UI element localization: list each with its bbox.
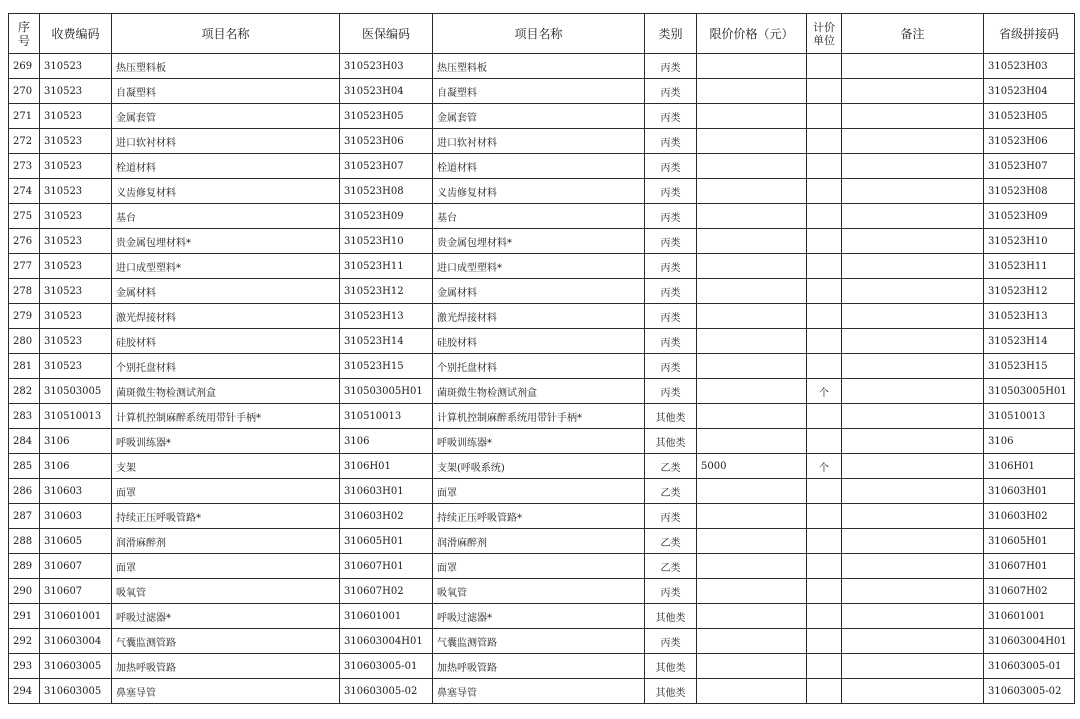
insurance-code-cell: 310607H02	[340, 579, 433, 604]
seq-cell: 273	[9, 154, 40, 179]
table-row	[9, 479, 1075, 504]
table-row	[9, 54, 1075, 79]
price-limit-cell	[697, 54, 807, 79]
table-row	[9, 279, 1075, 304]
item-name-cell: 金属材料	[112, 279, 340, 304]
unit-cell	[807, 504, 842, 529]
remarks-cell	[842, 354, 984, 379]
table-row	[9, 304, 1075, 329]
fee-code-cell: 310603004	[40, 629, 112, 654]
unit-cell	[807, 229, 842, 254]
price-limit-cell	[697, 629, 807, 654]
unit-cell	[807, 554, 842, 579]
fee-code-cell: 3106	[40, 454, 112, 479]
provincial-code-cell: 310523H11	[984, 254, 1075, 279]
provincial-code-cell: 310523H08	[984, 179, 1075, 204]
insurance-item-name-cell: 加热呼吸管路	[433, 654, 645, 679]
category-cell: 其他类	[645, 429, 697, 454]
remarks-cell	[842, 154, 984, 179]
insurance-code-cell: 310523H03	[340, 54, 433, 79]
unit-cell	[807, 429, 842, 454]
item-name-cell: 菌斑微生物检测试剂盒	[112, 379, 340, 404]
price-limit-cell	[697, 379, 807, 404]
fee-code-cell: 310523	[40, 204, 112, 229]
insurance-code-cell: 310523H07	[340, 154, 433, 179]
insurance-item-name-cell: 贵金属包埋材料*	[433, 229, 645, 254]
insurance-item-name-cell: 支架(呼吸系统)	[433, 454, 645, 479]
unit-cell	[807, 254, 842, 279]
seq-cell: 269	[9, 54, 40, 79]
remarks-cell	[842, 554, 984, 579]
seq-cell: 282	[9, 379, 40, 404]
unit-cell	[807, 679, 842, 704]
insurance-item-name-cell: 金属套管	[433, 104, 645, 129]
header-insurance-code: 医保编码	[340, 14, 433, 54]
price-limit-cell	[697, 129, 807, 154]
seq-cell: 285	[9, 454, 40, 479]
fee-code-cell: 310523	[40, 104, 112, 129]
remarks-cell	[842, 179, 984, 204]
price-limit-cell	[697, 304, 807, 329]
insurance-code-cell: 310603H01	[340, 479, 433, 504]
seq-cell: 286	[9, 479, 40, 504]
insurance-item-name-cell: 润滑麻醉剂	[433, 529, 645, 554]
seq-cell: 293	[9, 654, 40, 679]
category-cell: 乙类	[645, 479, 697, 504]
provincial-code-cell: 310523H06	[984, 129, 1075, 154]
remarks-cell	[842, 79, 984, 104]
price-limit-cell	[697, 354, 807, 379]
category-cell: 丙类	[645, 504, 697, 529]
provincial-code-cell: 310503005H01	[984, 379, 1075, 404]
insurance-item-name-cell: 进口软衬材料	[433, 129, 645, 154]
table-header-row	[9, 14, 1075, 54]
price-limit-cell	[697, 579, 807, 604]
unit-cell	[807, 654, 842, 679]
unit-cell: 个	[807, 379, 842, 404]
provincial-code-cell: 3106	[984, 429, 1075, 454]
item-name-cell: 硅胶材料	[112, 329, 340, 354]
item-name-cell: 呼吸训练器*	[112, 429, 340, 454]
item-name-cell: 金属套管	[112, 104, 340, 129]
fee-code-cell: 3106	[40, 429, 112, 454]
insurance-code-cell: 310603H02	[340, 504, 433, 529]
seq-cell: 288	[9, 529, 40, 554]
remarks-cell	[842, 579, 984, 604]
remarks-cell	[842, 454, 984, 479]
insurance-item-name-cell: 持续正压呼吸管路*	[433, 504, 645, 529]
insurance-item-name-cell: 吸氧管	[433, 579, 645, 604]
header-seq: 序号	[9, 14, 40, 54]
item-name-cell: 计算机控制麻醉系统用带针手柄*	[112, 404, 340, 429]
provincial-code-cell: 310523H14	[984, 329, 1075, 354]
header-remarks: 备注	[842, 14, 984, 54]
remarks-cell	[842, 529, 984, 554]
price-limit-cell	[697, 554, 807, 579]
fee-code-cell: 310523	[40, 329, 112, 354]
category-cell: 丙类	[645, 279, 697, 304]
insurance-code-cell: 310523H12	[340, 279, 433, 304]
insurance-item-name-cell: 自凝塑料	[433, 79, 645, 104]
provincial-code-cell: 310523H07	[984, 154, 1075, 179]
insurance-item-name-cell: 鼻塞导管	[433, 679, 645, 704]
unit-cell	[807, 479, 842, 504]
fee-code-cell: 310523	[40, 129, 112, 154]
insurance-item-name-cell: 激光焊接材料	[433, 304, 645, 329]
category-cell: 其他类	[645, 404, 697, 429]
fee-code-cell: 310510013	[40, 404, 112, 429]
unit-cell	[807, 79, 842, 104]
remarks-cell	[842, 329, 984, 354]
price-limit-cell	[697, 329, 807, 354]
header-unit: 计价单位	[807, 14, 842, 54]
table-row	[9, 579, 1075, 604]
fee-code-cell: 310523	[40, 54, 112, 79]
insurance-item-name-cell: 热压塑料板	[433, 54, 645, 79]
seq-cell: 279	[9, 304, 40, 329]
insurance-item-name-cell: 基台	[433, 204, 645, 229]
seq-cell: 291	[9, 604, 40, 629]
item-name-cell: 栓道材料	[112, 154, 340, 179]
price-limit-cell	[697, 604, 807, 629]
item-name-cell: 润滑麻醉剂	[112, 529, 340, 554]
fee-item-table	[8, 13, 1075, 704]
remarks-cell	[842, 129, 984, 154]
item-name-cell: 基台	[112, 204, 340, 229]
insurance-code-cell: 310523H05	[340, 104, 433, 129]
remarks-cell	[842, 629, 984, 654]
seq-cell: 283	[9, 404, 40, 429]
insurance-code-cell: 310607H01	[340, 554, 433, 579]
seq-cell: 290	[9, 579, 40, 604]
remarks-cell	[842, 429, 984, 454]
insurance-code-cell: 310523H11	[340, 254, 433, 279]
insurance-item-name-cell: 面罩	[433, 554, 645, 579]
item-name-cell: 贵金属包埋材料*	[112, 229, 340, 254]
insurance-item-name-cell: 呼吸训练器*	[433, 429, 645, 454]
table-row	[9, 79, 1075, 104]
seq-cell: 276	[9, 229, 40, 254]
price-limit-cell	[697, 279, 807, 304]
remarks-cell	[842, 404, 984, 429]
insurance-item-name-cell: 呼吸过滤器*	[433, 604, 645, 629]
item-name-cell: 自凝塑料	[112, 79, 340, 104]
category-cell: 乙类	[645, 529, 697, 554]
table-row	[9, 654, 1075, 679]
table-row	[9, 604, 1075, 629]
category-cell: 其他类	[645, 604, 697, 629]
table-row	[9, 629, 1075, 654]
category-cell: 丙类	[645, 579, 697, 604]
insurance-item-name-cell: 个别托盘材料	[433, 354, 645, 379]
table-row	[9, 154, 1075, 179]
table-row	[9, 204, 1075, 229]
insurance-item-name-cell: 进口成型塑料*	[433, 254, 645, 279]
provincial-code-cell: 310523H09	[984, 204, 1075, 229]
unit-cell	[807, 304, 842, 329]
insurance-code-cell: 3106H01	[340, 454, 433, 479]
price-limit-cell	[697, 479, 807, 504]
category-cell: 丙类	[645, 204, 697, 229]
price-limit-cell	[697, 404, 807, 429]
fee-code-cell: 310601001	[40, 604, 112, 629]
insurance-code-cell: 310523H06	[340, 129, 433, 154]
fee-code-cell: 310607	[40, 554, 112, 579]
remarks-cell	[842, 379, 984, 404]
insurance-code-cell: 310605H01	[340, 529, 433, 554]
fee-code-cell: 310523	[40, 179, 112, 204]
header-insurance-item-name: 项目名称	[433, 14, 645, 54]
item-name-cell: 进口软衬材料	[112, 129, 340, 154]
fee-code-cell: 310523	[40, 354, 112, 379]
insurance-code-cell: 310523H09	[340, 204, 433, 229]
insurance-code-cell: 310603005-01	[340, 654, 433, 679]
seq-cell: 274	[9, 179, 40, 204]
seq-cell: 278	[9, 279, 40, 304]
table-row	[9, 329, 1075, 354]
category-cell: 丙类	[645, 154, 697, 179]
table-row	[9, 404, 1075, 429]
unit-cell	[807, 629, 842, 654]
provincial-code-cell: 310603H01	[984, 479, 1075, 504]
table-row	[9, 504, 1075, 529]
insurance-item-name-cell: 面罩	[433, 479, 645, 504]
price-limit-cell	[697, 204, 807, 229]
insurance-code-cell: 310523H10	[340, 229, 433, 254]
insurance-item-name-cell: 金属材料	[433, 279, 645, 304]
header-category: 类别	[645, 14, 697, 54]
item-name-cell: 吸氧管	[112, 579, 340, 604]
provincial-code-cell: 310603H02	[984, 504, 1075, 529]
price-limit-cell	[697, 679, 807, 704]
category-cell: 丙类	[645, 354, 697, 379]
provincial-code-cell: 310523H15	[984, 354, 1075, 379]
provincial-code-cell: 310607H02	[984, 579, 1075, 604]
item-name-cell: 热压塑料板	[112, 54, 340, 79]
unit-cell	[807, 179, 842, 204]
insurance-code-cell: 310523H04	[340, 79, 433, 104]
unit-cell	[807, 529, 842, 554]
seq-cell: 277	[9, 254, 40, 279]
insurance-item-name-cell: 义齿修复材料	[433, 179, 645, 204]
provincial-code-cell: 310601001	[984, 604, 1075, 629]
price-limit-cell	[697, 154, 807, 179]
price-limit-cell: 5000	[697, 454, 807, 479]
unit-cell	[807, 579, 842, 604]
table-body	[9, 54, 1075, 704]
provincial-code-cell: 310523H04	[984, 79, 1075, 104]
fee-code-cell: 310523	[40, 154, 112, 179]
unit-cell	[807, 204, 842, 229]
seq-cell: 294	[9, 679, 40, 704]
table-row	[9, 679, 1075, 704]
insurance-code-cell: 310523H15	[340, 354, 433, 379]
category-cell: 丙类	[645, 54, 697, 79]
price-limit-cell	[697, 229, 807, 254]
category-cell: 其他类	[645, 679, 697, 704]
item-name-cell: 气囊监测管路	[112, 629, 340, 654]
item-name-cell: 进口成型塑料*	[112, 254, 340, 279]
category-cell: 丙类	[645, 254, 697, 279]
provincial-code-cell: 310603005-01	[984, 654, 1075, 679]
fee-code-cell: 310603005	[40, 654, 112, 679]
unit-cell	[807, 404, 842, 429]
insurance-item-name-cell: 硅胶材料	[433, 329, 645, 354]
unit-cell	[807, 54, 842, 79]
provincial-code-cell: 310605H01	[984, 529, 1075, 554]
fee-code-cell: 310503005	[40, 379, 112, 404]
remarks-cell	[842, 504, 984, 529]
fee-code-cell: 310523	[40, 254, 112, 279]
price-limit-cell	[697, 529, 807, 554]
insurance-item-name-cell: 计算机控制麻醉系统用带针手柄*	[433, 404, 645, 429]
price-limit-cell	[697, 654, 807, 679]
insurance-code-cell: 310603005-02	[340, 679, 433, 704]
table-row	[9, 554, 1075, 579]
fee-code-cell: 310523	[40, 229, 112, 254]
item-name-cell: 个别托盘材料	[112, 354, 340, 379]
header-provincial-code: 省级拼接码	[984, 14, 1075, 54]
insurance-item-name-cell: 菌斑微生物检测试剂盒	[433, 379, 645, 404]
insurance-item-name-cell: 气囊监测管路	[433, 629, 645, 654]
seq-cell: 270	[9, 79, 40, 104]
table-row	[9, 179, 1075, 204]
unit-cell	[807, 604, 842, 629]
seq-cell: 281	[9, 354, 40, 379]
table-row	[9, 379, 1075, 404]
insurance-item-name-cell: 栓道材料	[433, 154, 645, 179]
seq-cell: 271	[9, 104, 40, 129]
seq-cell: 280	[9, 329, 40, 354]
table-row	[9, 229, 1075, 254]
insurance-code-cell: 310510013	[340, 404, 433, 429]
unit-cell	[807, 329, 842, 354]
item-name-cell: 面罩	[112, 479, 340, 504]
unit-cell: 个	[807, 454, 842, 479]
seq-cell: 287	[9, 504, 40, 529]
unit-cell	[807, 354, 842, 379]
seq-cell: 292	[9, 629, 40, 654]
unit-cell	[807, 279, 842, 304]
provincial-code-cell: 3106H01	[984, 454, 1075, 479]
remarks-cell	[842, 479, 984, 504]
category-cell: 丙类	[645, 229, 697, 254]
provincial-code-cell: 310510013	[984, 404, 1075, 429]
seq-cell: 275	[9, 204, 40, 229]
insurance-code-cell: 310601001	[340, 604, 433, 629]
table-row	[9, 454, 1075, 479]
fee-code-cell: 310523	[40, 304, 112, 329]
remarks-cell	[842, 654, 984, 679]
header-fee-code: 收费编码	[40, 14, 112, 54]
remarks-cell	[842, 304, 984, 329]
provincial-code-cell: 310523H03	[984, 54, 1075, 79]
provincial-code-cell: 310523H12	[984, 279, 1075, 304]
category-cell: 乙类	[645, 454, 697, 479]
remarks-cell	[842, 254, 984, 279]
remarks-cell	[842, 279, 984, 304]
seq-cell: 284	[9, 429, 40, 454]
price-limit-cell	[697, 429, 807, 454]
provincial-code-cell: 310523H05	[984, 104, 1075, 129]
category-cell: 丙类	[645, 79, 697, 104]
fee-code-cell: 310603005	[40, 679, 112, 704]
insurance-code-cell: 3106	[340, 429, 433, 454]
category-cell: 丙类	[645, 179, 697, 204]
category-cell: 乙类	[645, 554, 697, 579]
provincial-code-cell: 310607H01	[984, 554, 1075, 579]
insurance-code-cell: 310503005H01	[340, 379, 433, 404]
price-limit-cell	[697, 104, 807, 129]
category-cell: 丙类	[645, 304, 697, 329]
category-cell: 丙类	[645, 104, 697, 129]
insurance-code-cell: 310523H14	[340, 329, 433, 354]
item-name-cell: 呼吸过滤器*	[112, 604, 340, 629]
item-name-cell: 鼻塞导管	[112, 679, 340, 704]
item-name-cell: 支架	[112, 454, 340, 479]
table-row	[9, 429, 1075, 454]
fee-code-cell: 310607	[40, 579, 112, 604]
fee-code-cell: 310603	[40, 479, 112, 504]
seq-cell: 272	[9, 129, 40, 154]
insurance-code-cell: 310523H13	[340, 304, 433, 329]
insurance-code-cell: 310603004H01	[340, 629, 433, 654]
remarks-cell	[842, 204, 984, 229]
unit-cell	[807, 129, 842, 154]
provincial-code-cell: 310523H10	[984, 229, 1075, 254]
fee-code-cell: 310605	[40, 529, 112, 554]
remarks-cell	[842, 104, 984, 129]
category-cell: 丙类	[645, 129, 697, 154]
item-name-cell: 义齿修复材料	[112, 179, 340, 204]
remarks-cell	[842, 679, 984, 704]
unit-cell	[807, 154, 842, 179]
remarks-cell	[842, 229, 984, 254]
item-name-cell: 面罩	[112, 554, 340, 579]
price-limit-cell	[697, 504, 807, 529]
provincial-code-cell: 310523H13	[984, 304, 1075, 329]
fee-code-cell: 310523	[40, 79, 112, 104]
category-cell: 其他类	[645, 654, 697, 679]
table-row	[9, 529, 1075, 554]
fee-code-cell: 310523	[40, 279, 112, 304]
item-name-cell: 激光焊接材料	[112, 304, 340, 329]
remarks-cell	[842, 54, 984, 79]
category-cell: 丙类	[645, 629, 697, 654]
category-cell: 丙类	[645, 379, 697, 404]
item-name-cell: 持续正压呼吸管路*	[112, 504, 340, 529]
header-price-limit: 限价价格（元）	[697, 14, 807, 54]
table-row	[9, 129, 1075, 154]
price-limit-cell	[697, 254, 807, 279]
unit-cell	[807, 104, 842, 129]
remarks-cell	[842, 604, 984, 629]
price-limit-cell	[697, 179, 807, 204]
insurance-code-cell: 310523H08	[340, 179, 433, 204]
seq-cell: 289	[9, 554, 40, 579]
fee-code-cell: 310603	[40, 504, 112, 529]
table-row	[9, 354, 1075, 379]
item-name-cell: 加热呼吸管路	[112, 654, 340, 679]
provincial-code-cell: 310603005-02	[984, 679, 1075, 704]
header-item-name: 项目名称	[112, 14, 340, 54]
category-cell: 丙类	[645, 329, 697, 354]
table-row	[9, 254, 1075, 279]
table-row	[9, 104, 1075, 129]
price-limit-cell	[697, 79, 807, 104]
provincial-code-cell: 310603004H01	[984, 629, 1075, 654]
